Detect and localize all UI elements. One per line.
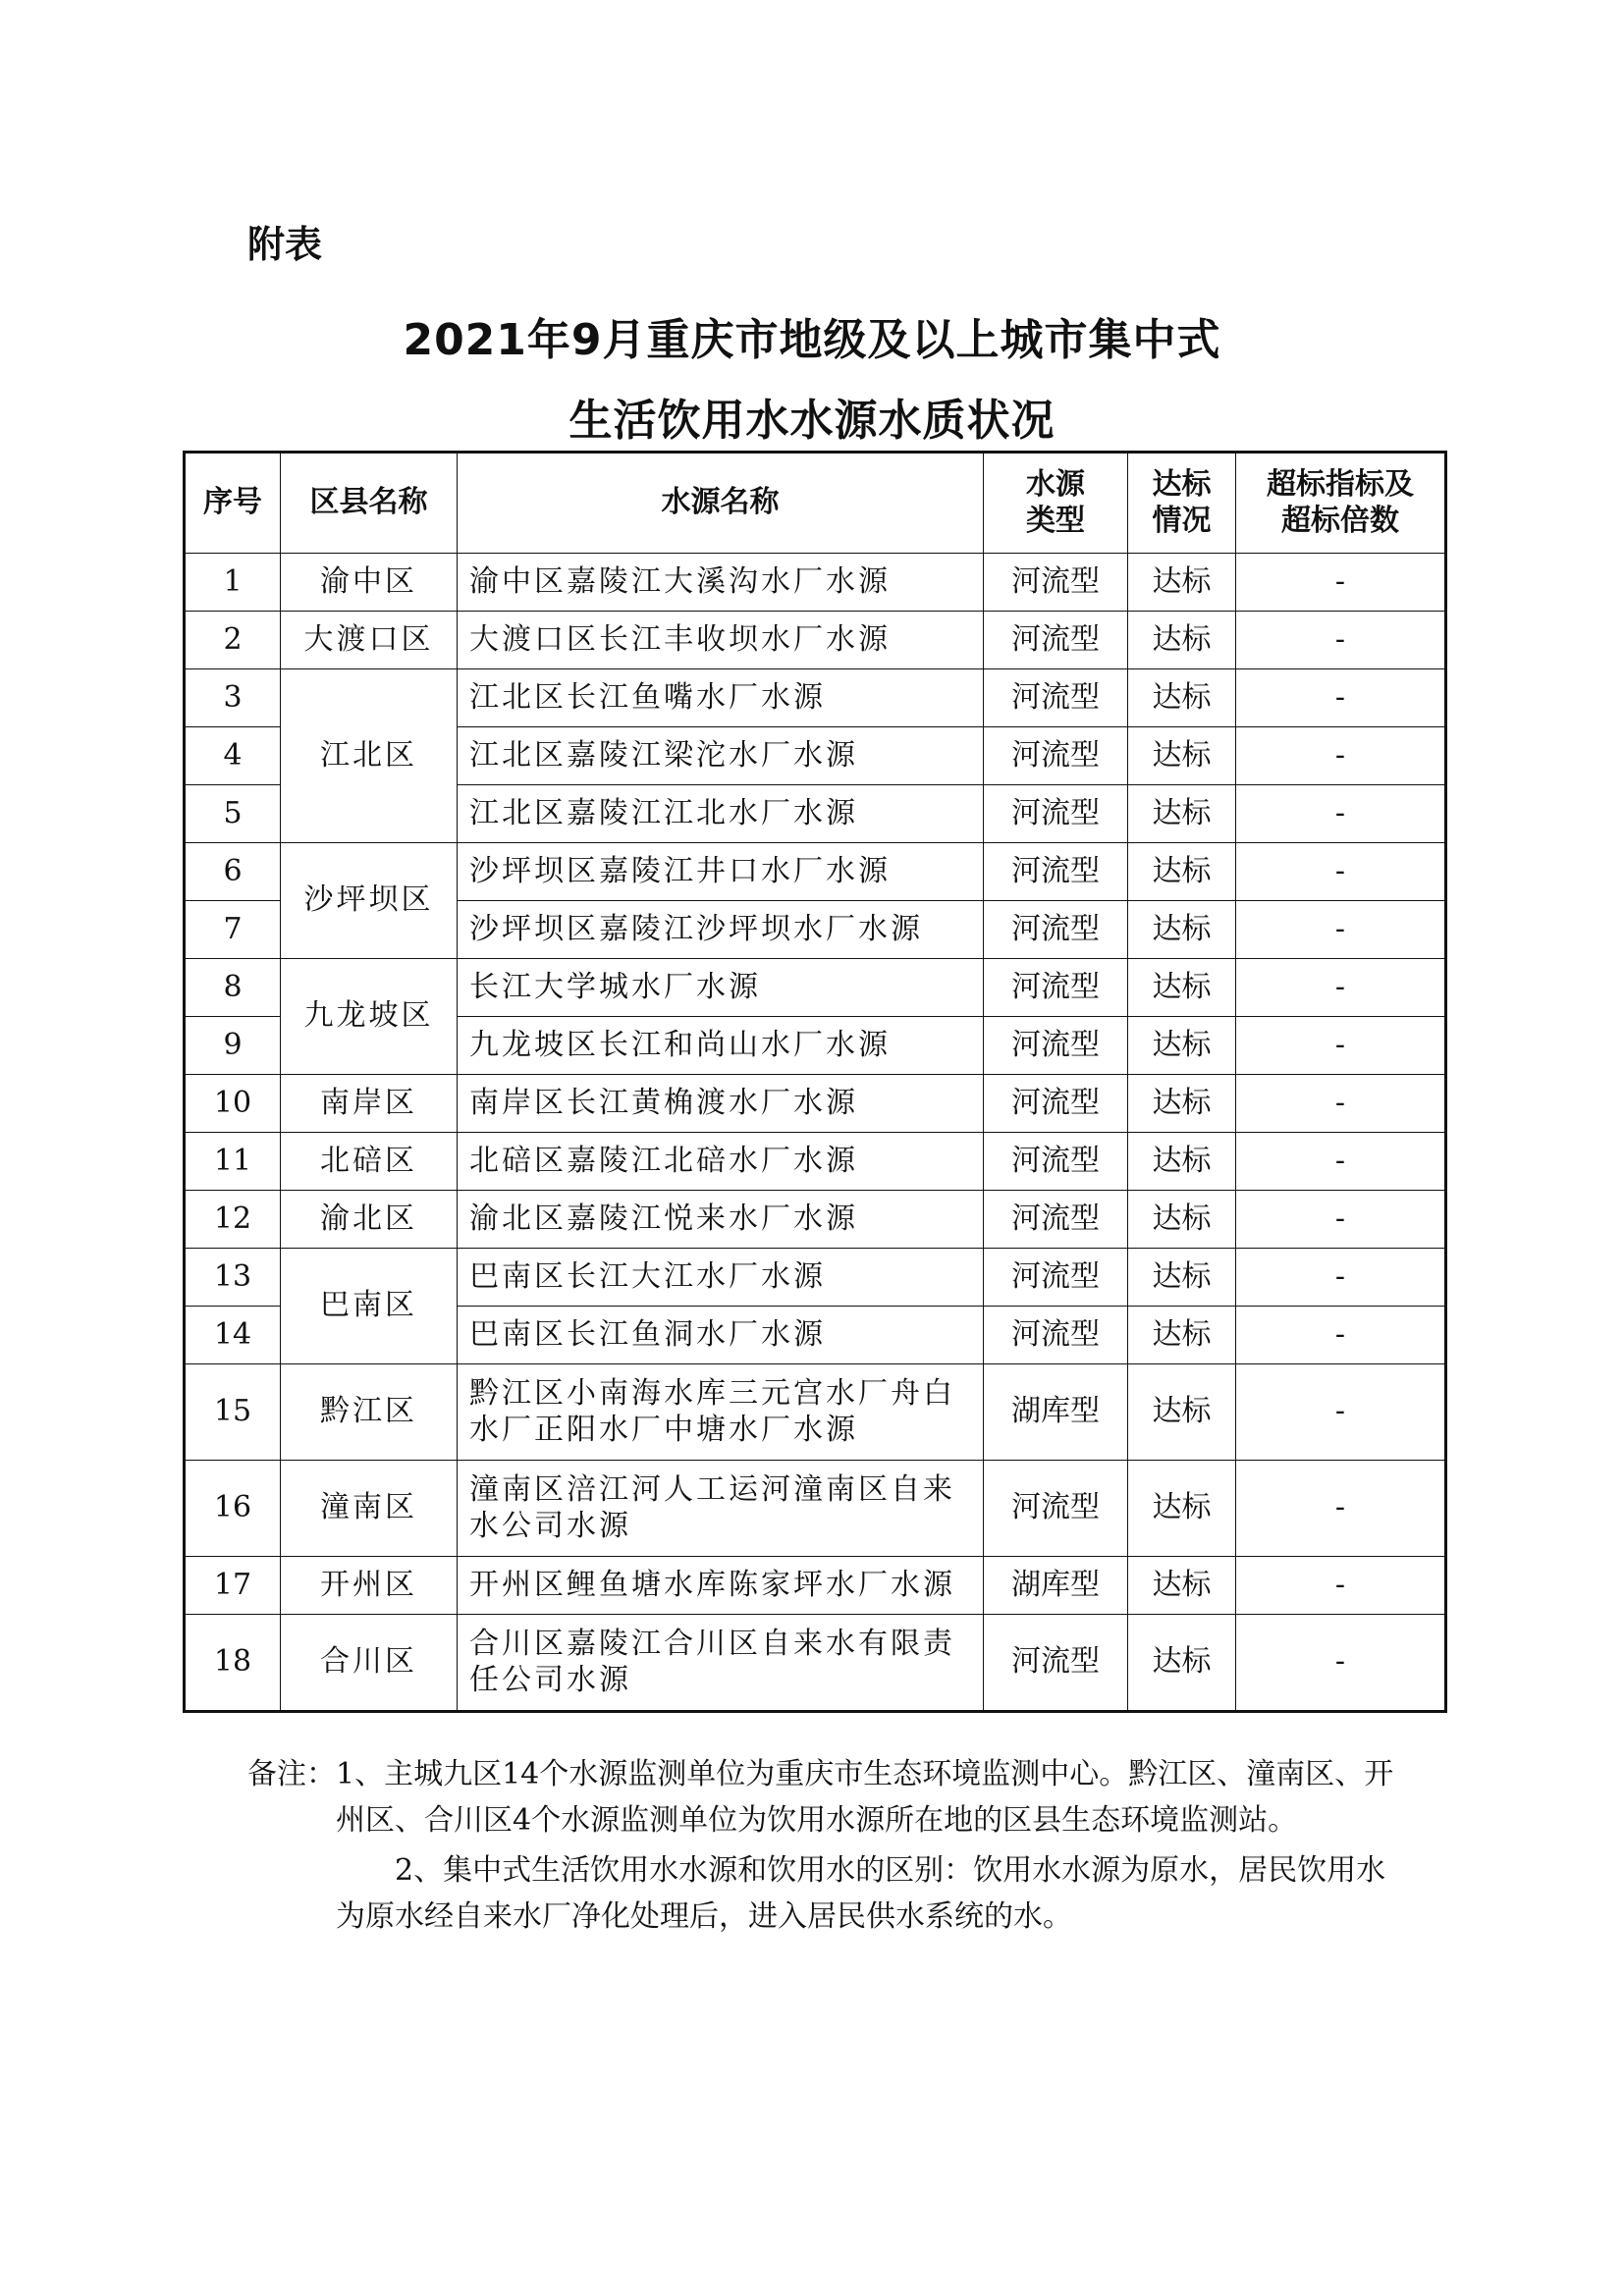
cell-status: 达标 xyxy=(1128,727,1236,785)
table-row xyxy=(185,1461,1446,1557)
cell-type: 河流型 xyxy=(984,1133,1128,1191)
cell-type: 河流型 xyxy=(984,1075,1128,1133)
table-row xyxy=(185,669,1446,727)
cell-type: 河流型 xyxy=(984,554,1128,612)
header-type xyxy=(984,453,1128,554)
cell-source: 巴南区长江鱼洞水厂水源 xyxy=(458,1307,984,1364)
cell-type: 河流型 xyxy=(984,1307,1128,1364)
header-type-line1: 水源 xyxy=(1026,466,1085,502)
cell-source: 开州区鲤鱼塘水库陈家坪水厂水源 xyxy=(458,1557,984,1615)
cell-no: 11 xyxy=(185,1133,281,1191)
header-exceed-line2: 超标倍数 xyxy=(1281,503,1399,538)
cell-exceed: - xyxy=(1236,1249,1446,1307)
appendix-label: 附表 xyxy=(247,223,323,266)
cell-exceed: - xyxy=(1236,1017,1446,1075)
cell-district: 渝北区 xyxy=(281,1191,458,1249)
cell-district: 黔江区 xyxy=(281,1364,458,1461)
cell-exceed: - xyxy=(1236,1133,1446,1191)
cell-exceed: - xyxy=(1236,554,1446,612)
cell-type: 河流型 xyxy=(984,1461,1128,1557)
table-row xyxy=(185,1133,1446,1191)
cell-no: 7 xyxy=(185,901,281,959)
note-1 xyxy=(247,1751,1396,1843)
header-exceed-line1: 超标指标及 xyxy=(1267,466,1414,502)
cell-no: 2 xyxy=(185,612,281,669)
cell-no: 18 xyxy=(185,1615,281,1712)
cell-source: 沙坪坝区嘉陵江沙坪坝水厂水源 xyxy=(458,901,984,959)
cell-exceed: - xyxy=(1236,1307,1446,1364)
cell-district: 大渡口区 xyxy=(281,612,458,669)
cell-no: 9 xyxy=(185,1017,281,1075)
page-title: 2021年9月重庆市地级及以上城市集中式 xyxy=(403,315,1221,365)
cell-exceed: - xyxy=(1236,843,1446,901)
page-subtitle: 生活饮用水水源水质状况 xyxy=(568,396,1056,446)
header-district: 区县名称 xyxy=(281,453,458,554)
cell-district: 九龙坡区 xyxy=(281,959,458,1075)
note-1-text: 1、主城九区14个水源监测单位为重庆市生态环境监测中心。黔江区、潼南区、开州区、合川区4个水源监测单位为饮用水源所在地的区县生态环境监测站。 xyxy=(336,1757,1394,1838)
cell-exceed: - xyxy=(1236,785,1446,843)
table-row xyxy=(185,1075,1446,1133)
cell-status: 达标 xyxy=(1128,785,1236,843)
cell-status: 达标 xyxy=(1128,1191,1236,1249)
cell-type: 河流型 xyxy=(984,727,1128,785)
cell-type: 河流型 xyxy=(984,785,1128,843)
cell-status: 达标 xyxy=(1128,1461,1236,1557)
cell-exceed: - xyxy=(1236,901,1446,959)
cell-type: 河流型 xyxy=(984,669,1128,727)
cell-status: 达标 xyxy=(1128,959,1236,1017)
cell-exceed: - xyxy=(1236,727,1446,785)
cell-district: 潼南区 xyxy=(281,1461,458,1557)
cell-source: 江北区长江鱼嘴水厂水源 xyxy=(458,669,984,727)
cell-type: 河流型 xyxy=(984,843,1128,901)
cell-no: 1 xyxy=(185,554,281,612)
table-row xyxy=(185,843,1446,901)
cell-no: 15 xyxy=(185,1364,281,1461)
cell-exceed: - xyxy=(1236,959,1446,1017)
water-quality-table xyxy=(183,451,1447,1713)
table-row xyxy=(185,1249,1446,1307)
table-header-row xyxy=(185,453,1446,554)
cell-source: 九龙坡区长江和尚山水厂水源 xyxy=(458,1017,984,1075)
cell-source-line2: 水公司水源 xyxy=(469,1508,631,1543)
cell-source: 巴南区长江大江水厂水源 xyxy=(458,1249,984,1307)
header-status-line2: 情况 xyxy=(1152,503,1212,538)
cell-status: 达标 xyxy=(1128,1615,1236,1712)
cell-status: 达标 xyxy=(1128,901,1236,959)
cell-type: 河流型 xyxy=(984,959,1128,1017)
note-2 xyxy=(247,1847,1396,1940)
cell-source-line2: 任公司水源 xyxy=(469,1662,631,1697)
header-status-line1: 达标 xyxy=(1152,466,1212,502)
cell-district: 南岸区 xyxy=(281,1075,458,1133)
cell-type: 河流型 xyxy=(984,1615,1128,1712)
table-row xyxy=(185,1557,1446,1615)
cell-type: 河流型 xyxy=(984,1249,1128,1307)
cell-exceed: - xyxy=(1236,1615,1446,1712)
cell-no: 12 xyxy=(185,1191,281,1249)
cell-source: 沙坪坝区嘉陵江井口水厂水源 xyxy=(458,843,984,901)
cell-source-line1: 黔江区小南海水库三元宫水厂舟白 xyxy=(469,1375,955,1411)
cell-source xyxy=(458,1615,984,1712)
cell-source: 大渡口区长江丰收坝水厂水源 xyxy=(458,612,984,669)
notes-section xyxy=(247,1751,1396,1940)
cell-exceed: - xyxy=(1236,612,1446,669)
cell-no: 4 xyxy=(185,727,281,785)
header-source: 水源名称 xyxy=(458,453,984,554)
cell-source xyxy=(458,1364,984,1461)
cell-no: 14 xyxy=(185,1307,281,1364)
cell-status: 达标 xyxy=(1128,1249,1236,1307)
cell-source-line1: 合川区嘉陵江合川区自来水有限责 xyxy=(469,1626,955,1661)
header-seq: 序号 xyxy=(185,453,281,554)
header-status xyxy=(1128,453,1236,554)
cell-source: 渝北区嘉陵江悦来水厂水源 xyxy=(458,1191,984,1249)
cell-district: 渝中区 xyxy=(281,554,458,612)
cell-status: 达标 xyxy=(1128,612,1236,669)
cell-type: 河流型 xyxy=(984,901,1128,959)
cell-status: 达标 xyxy=(1128,554,1236,612)
cell-source: 江北区嘉陵江江北水厂水源 xyxy=(458,785,984,843)
cell-no: 3 xyxy=(185,669,281,727)
cell-exceed: - xyxy=(1236,1075,1446,1133)
cell-no: 16 xyxy=(185,1461,281,1557)
table-row xyxy=(185,959,1446,1017)
cell-exceed: - xyxy=(1236,1191,1446,1249)
cell-district: 江北区 xyxy=(281,669,458,843)
cell-source-line1: 潼南区涪江河人工运河潼南区自来 xyxy=(469,1471,955,1507)
header-exceed xyxy=(1236,453,1446,554)
cell-district: 沙坪坝区 xyxy=(281,843,458,959)
note-2-text: 2、集中式生活饮用水水源和饮用水的区别：饮用水水源为原水，居民饮用水为原水经自来水厂净化处理后，进入居民供水系统的水。 xyxy=(336,1853,1386,1934)
table-row xyxy=(185,1615,1446,1712)
cell-exceed: - xyxy=(1236,1364,1446,1461)
cell-district: 开州区 xyxy=(281,1557,458,1615)
cell-exceed: - xyxy=(1236,669,1446,727)
cell-source-line2: 水厂正阳水厂中塘水厂水源 xyxy=(469,1412,858,1447)
cell-type: 河流型 xyxy=(984,1191,1128,1249)
cell-status: 达标 xyxy=(1128,1364,1236,1461)
cell-source xyxy=(458,1461,984,1557)
cell-no: 6 xyxy=(185,843,281,901)
cell-exceed: - xyxy=(1236,1461,1446,1557)
cell-status: 达标 xyxy=(1128,669,1236,727)
cell-status: 达标 xyxy=(1128,1557,1236,1615)
table-row xyxy=(185,1364,1446,1461)
cell-district: 合川区 xyxy=(281,1615,458,1712)
cell-no: 13 xyxy=(185,1249,281,1307)
cell-source: 江北区嘉陵江梁沱水厂水源 xyxy=(458,727,984,785)
table-row xyxy=(185,1191,1446,1249)
table-row xyxy=(185,554,1446,612)
cell-no: 8 xyxy=(185,959,281,1017)
cell-no: 5 xyxy=(185,785,281,843)
cell-source: 长江大学城水厂水源 xyxy=(458,959,984,1017)
cell-type: 河流型 xyxy=(984,1017,1128,1075)
cell-status: 达标 xyxy=(1128,843,1236,901)
header-type-line2: 类型 xyxy=(1026,503,1085,538)
cell-type: 湖库型 xyxy=(984,1364,1128,1461)
cell-district: 北碚区 xyxy=(281,1133,458,1191)
cell-exceed: - xyxy=(1236,1557,1446,1615)
cell-source: 北碚区嘉陵江北碚水厂水源 xyxy=(458,1133,984,1191)
cell-type: 河流型 xyxy=(984,612,1128,669)
cell-status: 达标 xyxy=(1128,1075,1236,1133)
cell-status: 达标 xyxy=(1128,1017,1236,1075)
cell-status: 达标 xyxy=(1128,1133,1236,1191)
note-prefix: 备注： xyxy=(247,1757,336,1791)
cell-source: 南岸区长江黄桷渡水厂水源 xyxy=(458,1075,984,1133)
cell-no: 17 xyxy=(185,1557,281,1615)
cell-district: 巴南区 xyxy=(281,1249,458,1364)
table-row xyxy=(185,612,1446,669)
cell-no: 10 xyxy=(185,1075,281,1133)
cell-status: 达标 xyxy=(1128,1307,1236,1364)
cell-type: 湖库型 xyxy=(984,1557,1128,1615)
cell-source: 渝中区嘉陵江大溪沟水厂水源 xyxy=(458,554,984,612)
